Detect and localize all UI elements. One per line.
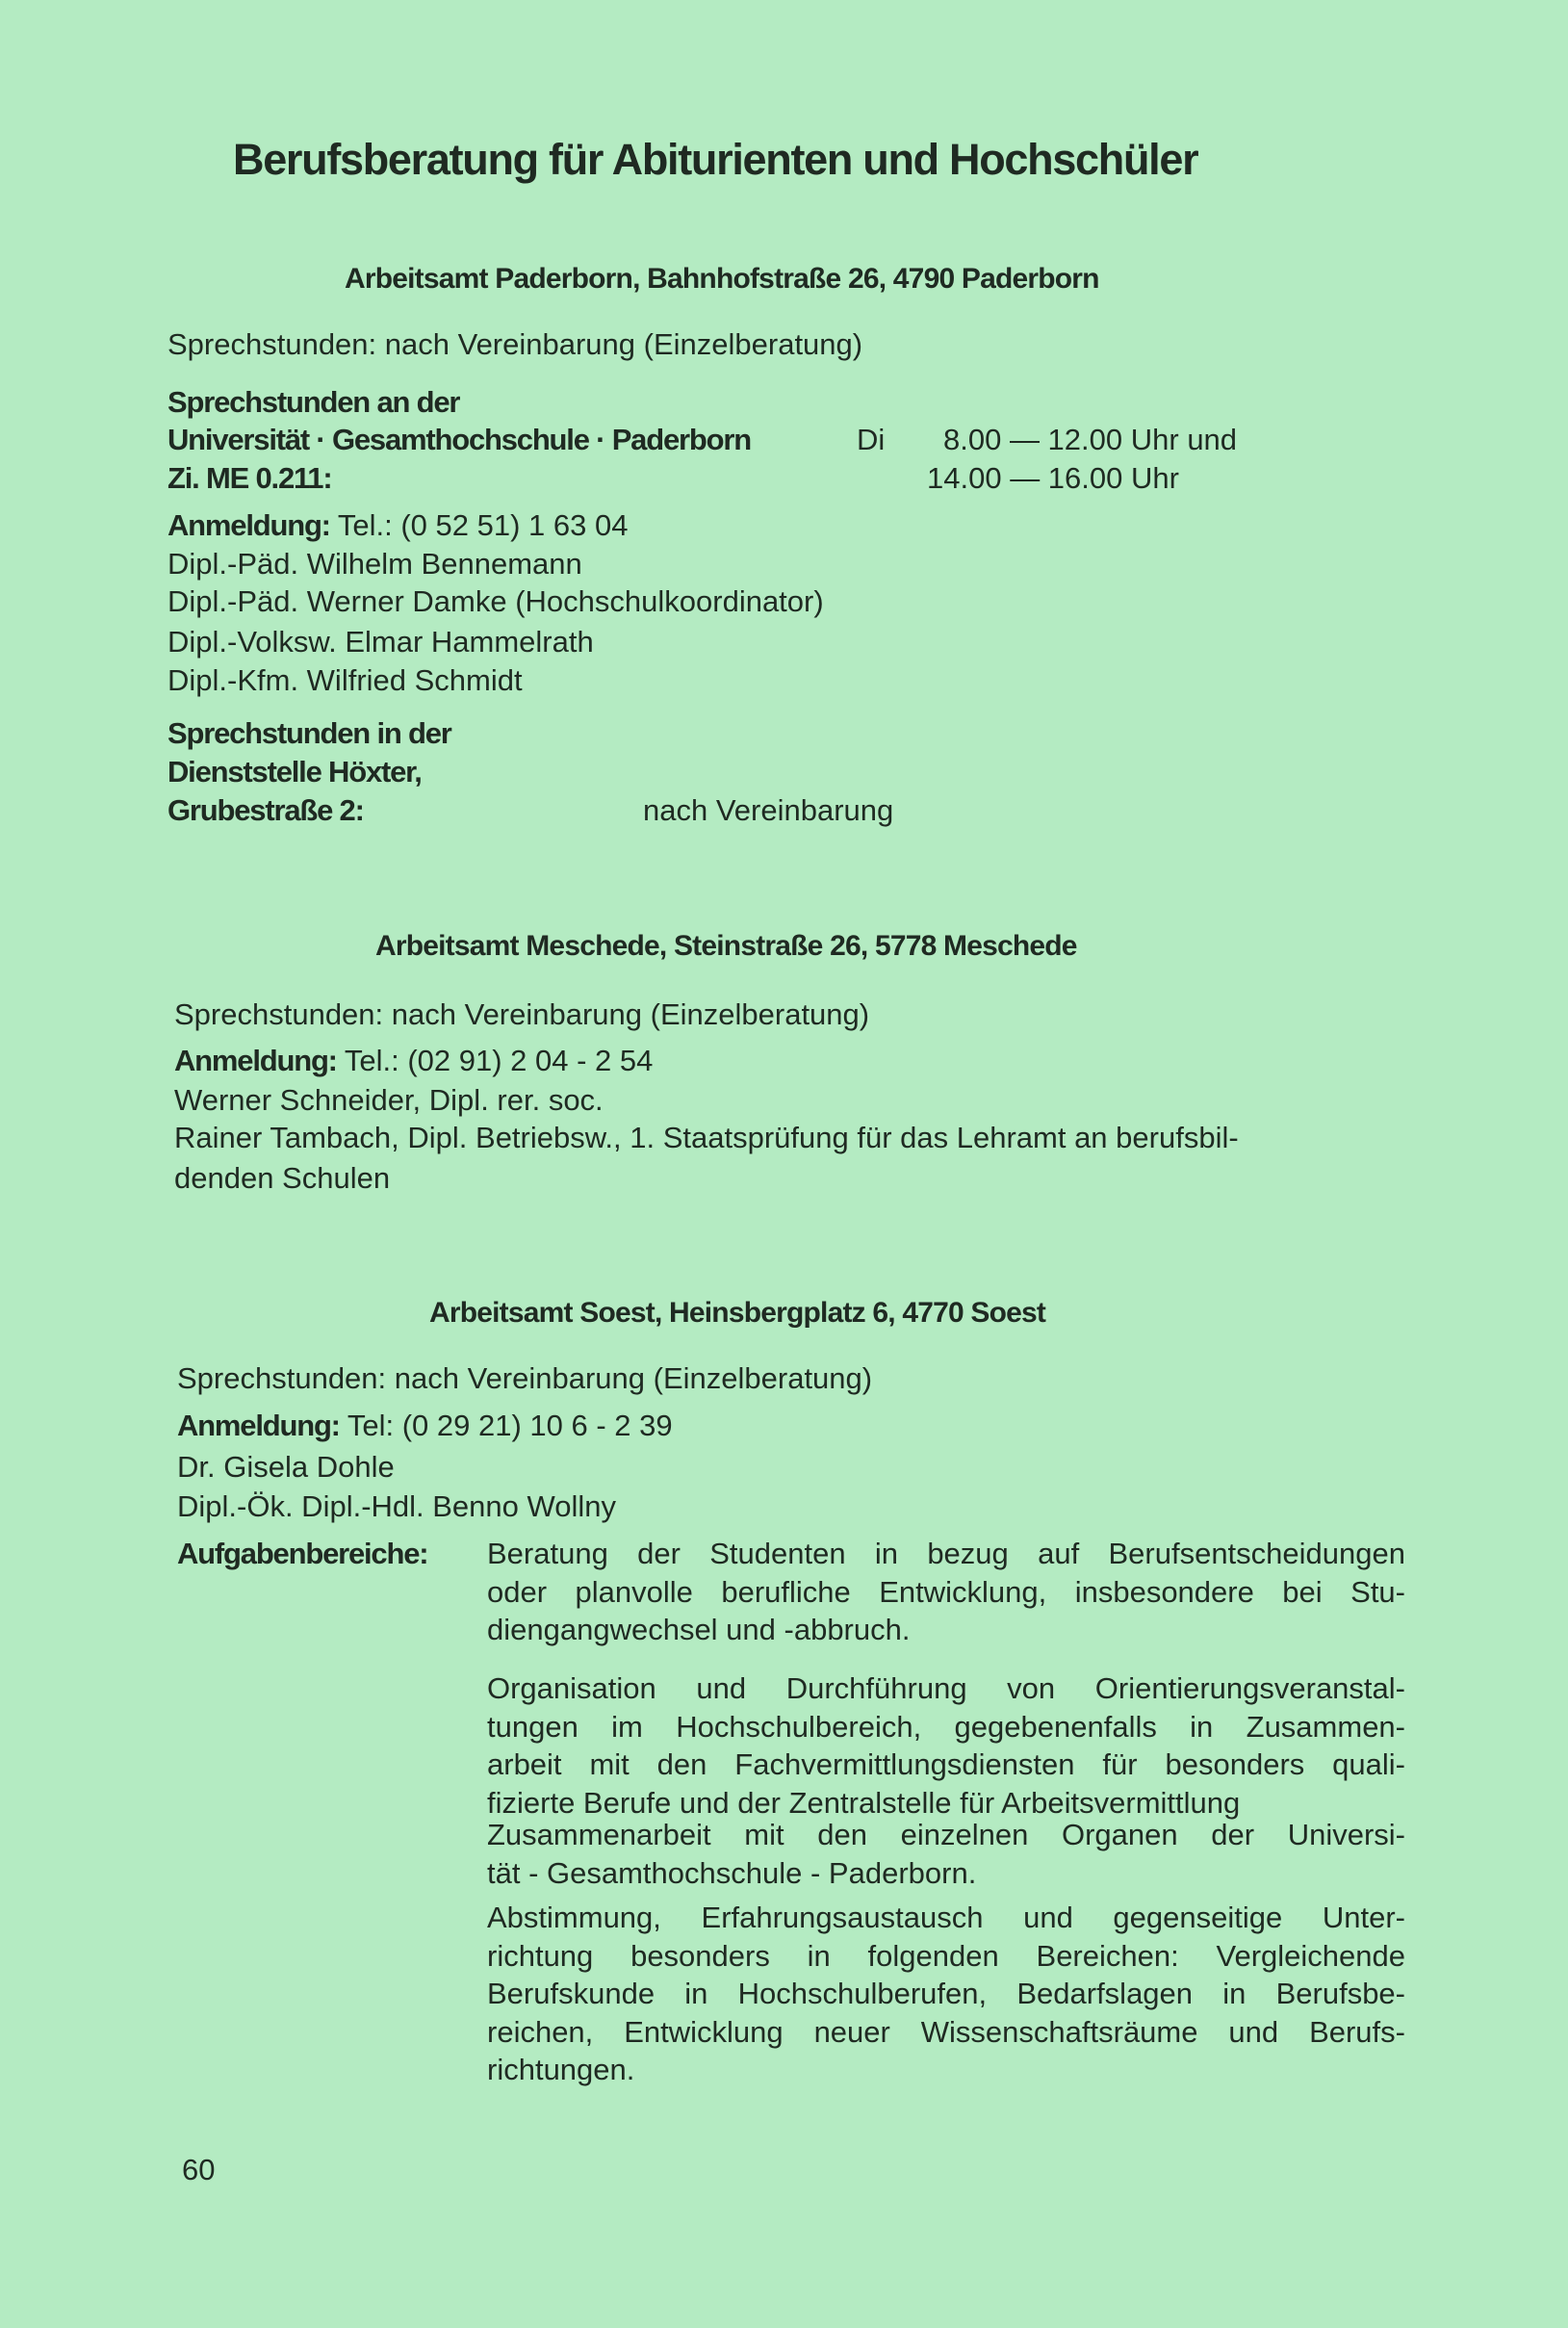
uni-time-2: 14.00 — 16.00 Uhr [927,461,1179,495]
uni-label-2: Universität · Gesamthochschule · Paderborn [167,423,751,456]
text-line: arbeit mit den Fachvermittlungsdiensten für besonders quali- [487,1747,1405,1781]
hoexter-label-1: Sprechstunden in der [167,716,451,750]
text-line: diengangwechsel und -abbruch. [487,1613,911,1646]
text-line: fizierte Berufe und der Zentralstelle für Arbeitsvermittlung [487,1785,1241,1820]
staff-item: Rainer Tambach, Dipl. Betriebsw., 1. Staatsprüfung für das Lehramt an berufsbil- [174,1121,1239,1154]
task-paragraph [487,1899,1405,2089]
staff-item: Dipl.-Päd. Wilhelm Bennemann [167,547,582,581]
meschede-anmeldung [174,1044,653,1078]
soest-anmeldung [177,1409,673,1443]
text-line: Organisation und Durchführung von Orientierungsveranstal- [487,1671,1405,1705]
hoexter-label-3: Grubestraße 2: [167,793,364,827]
tasks-label: Aufgabenbereiche: [177,1537,428,1570]
section-heading-paderborn: Arbeitsamt Paderborn, Bahnhofstraße 26, 4790 Paderborn [345,263,1099,295]
hoexter-label-2: Dienststelle Höxter, [167,755,422,789]
task-paragraph [487,1669,1405,1822]
page-number: 60 [182,2153,216,2186]
staff-item: Werner Schneider, Dipl. rer. soc. [174,1083,604,1117]
text-line: richtungen. [487,2053,635,2086]
staff-item: Dipl.-Volksw. Elmar Hammelrath [167,625,594,659]
task-paragraph [487,1816,1405,1892]
soest-hours: Sprechstunden: nach Vereinbarung (Einzelberatung) [177,1361,873,1395]
meschede-hours: Sprechstunden: nach Vereinbarung (Einzelberatung) [174,997,870,1031]
staff-item: Dipl.-Ök. Dipl.-Hdl. Benno Wollny [177,1489,616,1523]
uni-day: Di [857,423,886,456]
paderborn-anmeldung [167,508,628,543]
text-line: Berufskunde in Hochschulberufen, Bedarfslagen in Berufsbe- [487,1977,1405,2010]
paderborn-hours: Sprechstunden: nach Vereinbarung (Einzelberatung) [167,327,863,361]
hoexter-value: nach Vereinbarung [643,793,894,827]
page-title: Berufsberatung für Abiturienten und Hochschüler [233,135,1198,184]
text-line: Abstimmung, Erfahrungsaustausch und gegenseitige Unter- [487,1901,1405,1934]
section-heading-meschede: Arbeitsamt Meschede, Steinstraße 26, 5778 Meschede [375,930,1077,962]
text-line: Zusammenarbeit mit den einzelnen Organen der Universi- [487,1818,1405,1851]
staff-item: Dipl.-Kfm. Wilfried Schmidt [167,663,523,697]
text-line: tungen im Hochschulbereich, gegebenenfalls in Zusammen- [487,1709,1405,1744]
uni-label-1: Sprechstunden an der [167,385,460,419]
text-line: oder planvolle berufliche Entwicklung, insbesondere bei Stu- [487,1574,1405,1609]
anmeldung-phone: Tel.: (0 52 51) 1 63 04 [329,508,629,542]
section-heading-soest: Arbeitsamt Soest, Heinsbergplatz 6, 4770 Soest [429,1297,1046,1329]
anmeldung-phone: Tel.: (02 91) 2 04 - 2 54 [336,1044,654,1077]
anmeldung-label: Anmeldung: [177,1409,340,1442]
staff-item: Dipl.-Päd. Werner Damke (Hochschulkoordinator) [167,584,824,618]
task-paragraph [487,1535,1405,1649]
staff-item: denden Schulen [174,1161,391,1195]
uni-label-3: Zi. ME 0.211: [167,461,332,495]
anmeldung-label: Anmeldung: [174,1044,337,1077]
anmeldung-phone: Tel: (0 29 21) 10 6 - 2 39 [339,1409,673,1442]
text-line: richtung besonders in folgenden Bereichen: Vergleichende [487,1938,1405,1973]
anmeldung-label: Anmeldung: [167,508,330,542]
staff-item: Dr. Gisela Dohle [177,1450,395,1484]
text-line: Beratung der Studenten in bezug auf Berufsentscheidungen [487,1537,1405,1570]
text-line: reichen, Entwicklung neuer Wissenschaftsräume und Berufs- [487,2014,1405,2049]
text-line: tät - Gesamthochschule - Paderborn. [487,1855,977,1890]
uni-time-1: 8.00 — 12.00 Uhr und [943,423,1238,456]
